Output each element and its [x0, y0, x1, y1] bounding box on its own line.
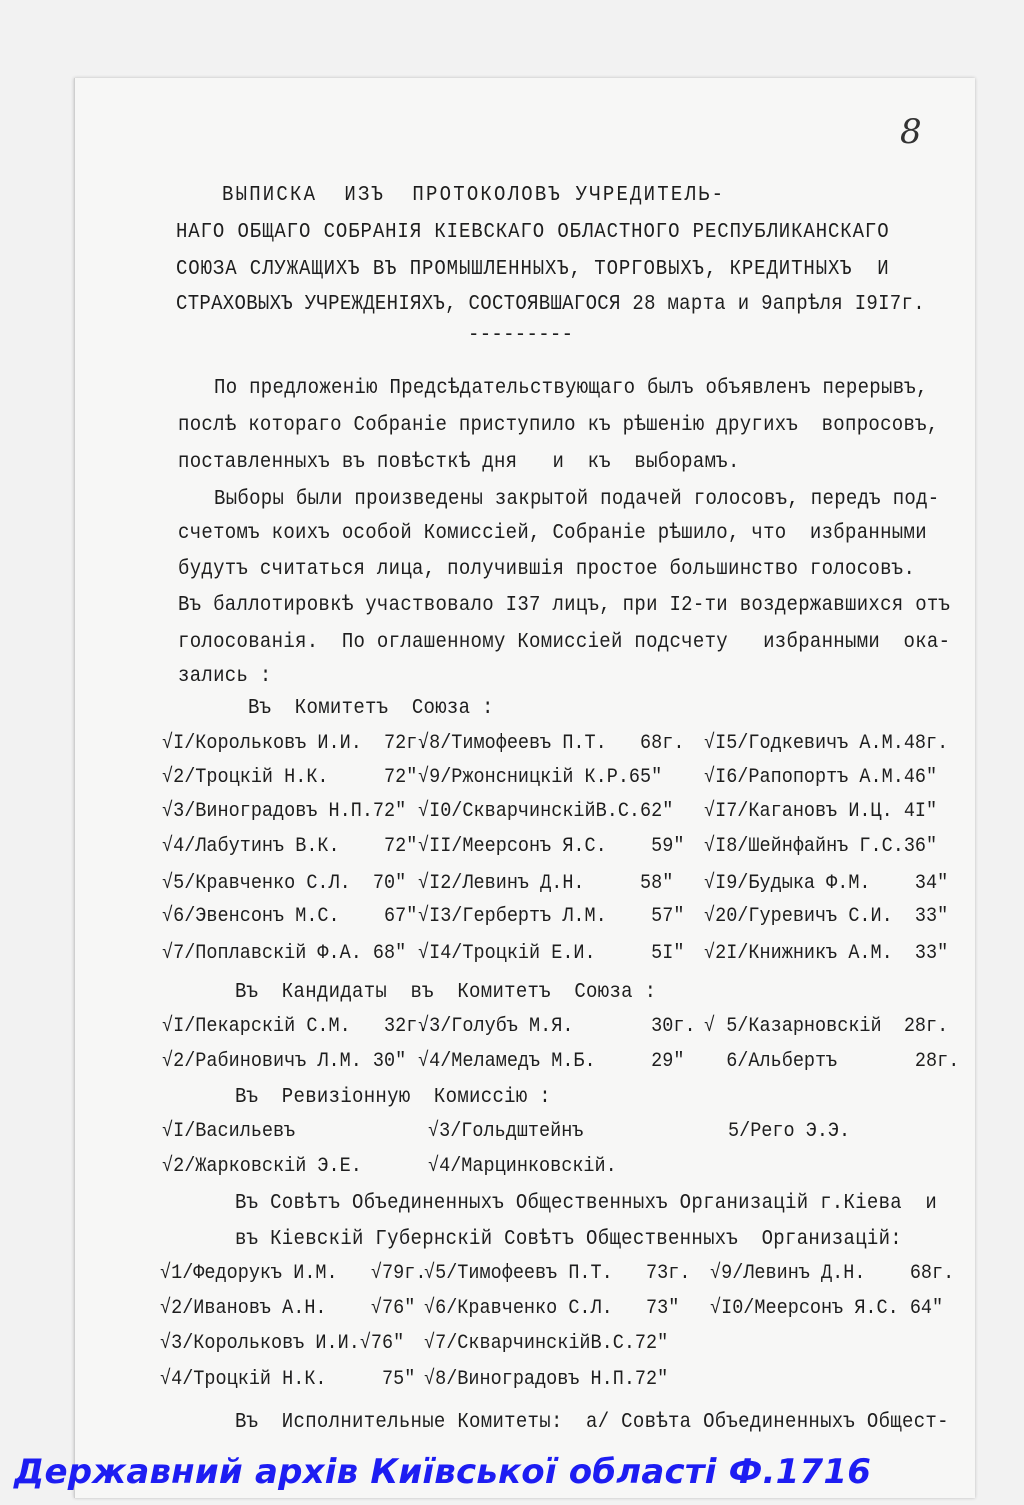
header-line-3: СОЮЗА СЛУЖАЩИХЪ ВЪ ПРОМЫШЛЕННЫХЪ, ТОРГОВЫХЪ, КРЕДИТНЫХЪ И — [176, 256, 890, 281]
list-entry: √2/Троцкiй Н.К. 72" — [162, 765, 418, 789]
list-entry: √3/Голубъ М.Я. 30г. — [418, 1014, 696, 1038]
list-entry: √6/Эвенсонъ М.С. 67" — [162, 904, 418, 928]
list-entry: √2/Рабиновичъ Л.М. 30" — [162, 1049, 407, 1073]
body-line: Выборы были произведены закрытой подачей голосовъ, передъ под- — [214, 486, 940, 511]
header-line-2: НАГО ОБЩАГО СОБРАНIЯ КIЕВСКАГО ОБЛАСТНОГО РЕСПУБЛИКАНСКАГО — [176, 219, 890, 244]
list-entry: √7/Поплавскiй Ф.А. 68" — [162, 941, 407, 965]
list-entry: √9/Левинъ Д.Н. 68г. — [710, 1261, 955, 1285]
list-entry: √I0/СкварчинскiйВ.С.62" — [418, 799, 674, 823]
header-line-1: ВЫПИСКА ИЗЪ ПРОТОКОЛОВЪ УЧРЕДИТЕЛЬ- — [222, 182, 726, 207]
list-entry: √3/Гольдштейнъ — [428, 1119, 584, 1143]
list-entry: 5/Рего Э.Э. — [728, 1119, 851, 1143]
body-line: Въ баллотировкѣ участвовало I37 лицъ, при I2-ти воздержавшихся отъ — [178, 592, 951, 617]
list-entry: √I7/Кагановъ И.Ц. 4I" — [704, 799, 938, 823]
list-entry: √6/Кравченко С.Л. 73" — [424, 1296, 680, 1320]
list-entry: √2/Жарковскiй Э.Е. — [162, 1154, 362, 1178]
body-line: голосованiя. По оглашенному Комиссiей подсчету избранными ока- — [178, 629, 951, 654]
list-entry: √4/Марцинковскiй. — [428, 1154, 617, 1178]
list-entry: √3/Виноградовъ Н.П.72" — [162, 799, 407, 823]
body-line: счетомъ коихъ особой Комиссiей, Собранiе рѣшило, что избранными — [178, 520, 927, 545]
list-entry: √I6/Рапопортъ А.М.46" — [704, 765, 938, 789]
list-entry: √3/Корольковъ И.И.√76" — [160, 1331, 405, 1355]
list-entry: √7/СкварчинскiйВ.С.72" — [424, 1331, 669, 1355]
list-entry: 6/Альбертъ 28г. — [704, 1049, 960, 1073]
list-entry: √ 5/Казарновскiй 28г. — [704, 1014, 949, 1038]
body-line: По предложенiю Предсѣдательствующаго былъ объявленъ перерывъ, — [214, 375, 928, 400]
list-entry: √I3/Гербертъ Л.М. 57" — [418, 904, 685, 928]
list-entry: √I/Корольковъ И.И. 72г. — [162, 731, 429, 755]
list-entry: √8/Виноградовъ Н.П.72" — [424, 1367, 669, 1391]
revision-title: Въ Ревизiонную Комиссiю : — [235, 1084, 551, 1109]
council-title-1: Въ Совѣтъ Объединенныхъ Общественныхъ Организацiй г.Кiева и — [235, 1190, 938, 1215]
candidates-title: Въ Кандидаты въ Комитетъ Союза : — [235, 979, 657, 1004]
list-entry: √I/Пекарскiй С.М. 32г. — [162, 1014, 429, 1038]
list-entry: √2I/Книжникъ А.М. 33" — [704, 941, 949, 965]
council-title-2: въ Кiевскiй Губернскiй Совѣтъ Общественныхъ Организацiй: — [235, 1226, 903, 1251]
page-number: 8 — [900, 112, 922, 152]
header-line-4: СТРАХОВЫХЪ УЧРЕЖДЕНIЯХЪ, СОСТОЯВШАГОСЯ 28 марта и 9апрѣля I9I7г. — [176, 291, 925, 316]
list-entry: √8/Тимофеевъ П.Т. 68г. — [418, 731, 685, 755]
executive-line: Въ Исполнительные Комитеты: а/ Совѣта Объединенныхъ Общест- — [235, 1409, 949, 1434]
list-entry: √I0/Меерсонъ Я.С. 64" — [710, 1296, 944, 1320]
archive-watermark: Державний архів Київської області Ф.1716 — [14, 1452, 872, 1492]
body-line: зались : — [178, 663, 272, 688]
list-entry: √4/Троцкiй Н.К. 75" — [160, 1367, 416, 1391]
list-entry: √I4/Троцкiй Е.И. 5I" — [418, 941, 685, 965]
list-entry: √I8/Шейнфайнъ Г.С.36" — [704, 834, 938, 858]
separator: --------- — [468, 322, 574, 347]
list-entry: √2/Ивановъ А.Н. √76" — [160, 1296, 416, 1320]
body-line: поставленныхъ въ повѣсткѣ дня и къ выборамъ. — [178, 449, 740, 474]
list-entry: √4/Меламедъ М.Б. 29" — [418, 1049, 685, 1073]
list-entry: √1/Федорукъ И.М. √79г. — [160, 1261, 427, 1285]
list-entry: √I2/Левинъ Д.Н. 58" — [418, 871, 674, 895]
body-line: будутъ считаться лица, получившiя простое большинство голосовъ. — [178, 556, 916, 581]
body-line: послѣ котораго Собранiе приступило къ рѣшенiю другихъ вопросовъ, — [178, 412, 939, 437]
committee-title: Въ Комитетъ Союза : — [248, 695, 494, 720]
list-entry: √II/Меерсонъ Я.С. 59" — [418, 834, 685, 858]
list-entry: √9/Ржонсницкiй К.Р.65" — [418, 765, 663, 789]
list-entry: √20/Гуревичъ С.И. 33" — [704, 904, 949, 928]
list-entry: √I9/Будыка Ф.М. 34" — [704, 871, 949, 895]
list-entry: √4/Лабутинъ В.К. 72" — [162, 834, 418, 858]
list-entry: √5/Тимофеевъ П.Т. 73г. — [424, 1261, 691, 1285]
list-entry: √I5/Годкевичъ А.М.48г. — [704, 731, 949, 755]
list-entry: √5/Кравченко С.Л. 70" — [162, 871, 407, 895]
list-entry: √I/Васильевъ — [162, 1119, 296, 1143]
